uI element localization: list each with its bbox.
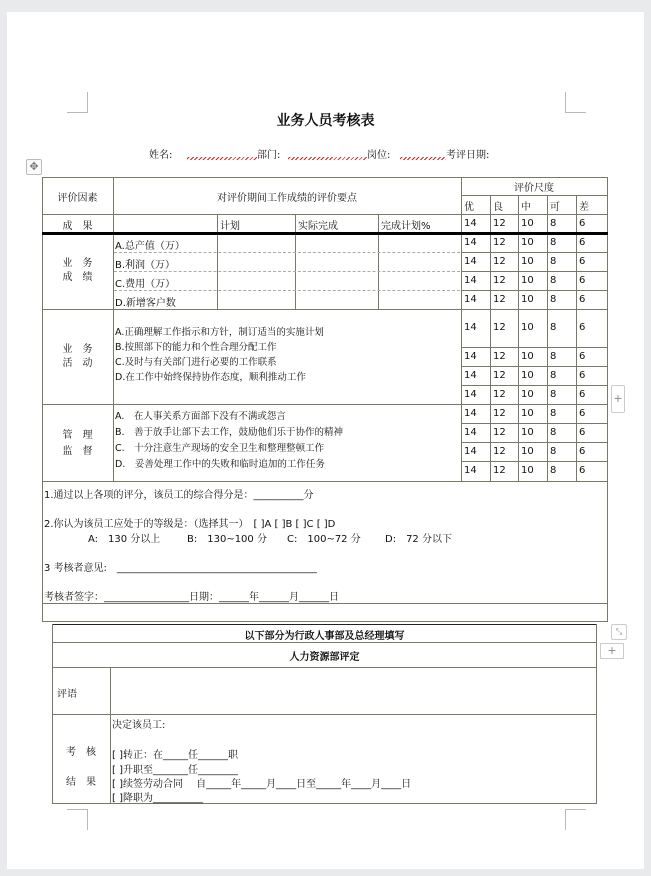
header-evaluation-points: 对评价期间工作成绩的评价要点 (217, 193, 357, 204)
table-move-handle-icon[interactable]: ✥ (26, 159, 42, 175)
score-cell[interactable]: 10 (521, 275, 534, 286)
score-cell[interactable]: 14 (464, 446, 477, 457)
section-label-line: 监 督 (62, 446, 93, 457)
score-cell[interactable]: 6 (579, 408, 586, 419)
item: B.按照部下的能力和个性合理分配工作 (115, 342, 277, 353)
score-cell[interactable]: 8 (550, 351, 557, 362)
score-cell[interactable]: 10 (521, 446, 534, 457)
item: C. 十分注意生产现场的安全卫生和整理整顿工作 (115, 443, 325, 454)
section-label-line: 活 动 (62, 358, 93, 369)
score-cell[interactable]: 10 (521, 427, 534, 438)
score-cell[interactable]: 10 (521, 351, 534, 362)
result-label (52, 738, 110, 798)
score-cell[interactable]: 14 (464, 322, 477, 333)
score-cell[interactable]: 12 (493, 237, 506, 248)
option-demote[interactable]: [ ]降职为__________ (112, 793, 203, 804)
section-label-line: 业 务 (62, 258, 93, 269)
option-promote[interactable]: [ ]升职至_______任________ (112, 765, 238, 776)
grade-d-description: D: 72 分以下 (385, 534, 452, 545)
grade-excellent: 优 (464, 202, 474, 213)
score-cell[interactable]: 6 (579, 294, 586, 305)
item: C.及时与有关部门进行必要的工作联系 (115, 357, 277, 368)
add-column-icon[interactable]: + (611, 385, 625, 413)
item: B.利润（万） (115, 260, 176, 271)
score-cell[interactable]: 6 (579, 389, 586, 400)
name-label: 姓名: (149, 150, 173, 161)
option-regularize[interactable]: [ ]转正：在_____任______职 (112, 750, 238, 761)
hr-banner: 以下部分为行政人事部及总经理填写 (244, 631, 405, 642)
option-renew-contract[interactable]: [ ]续签劳动合同 自_____年_____月____日至_____年____月____日 (112, 779, 412, 790)
hr-section-title: 人力资源部评定 (289, 652, 360, 663)
score-cell[interactable]: 8 (550, 294, 557, 305)
score-cell[interactable]: 8 (550, 427, 557, 438)
item: C.费用（万） (115, 279, 176, 290)
header-evaluation-factor: 评价因素 (57, 193, 98, 204)
score-cell[interactable]: 12 (493, 294, 506, 305)
col-completion-rate: 完成计划% (381, 221, 431, 232)
score-cell[interactable]: 12 (493, 275, 506, 286)
crop-mark-bottom-right (565, 809, 586, 830)
insert-row-icon[interactable]: + (600, 643, 624, 659)
score-cell[interactable]: 6 (579, 446, 586, 457)
section-label-line: 业 务 (62, 344, 93, 355)
score-cell[interactable]: 8 (550, 256, 557, 267)
score-cell[interactable]: 6 (579, 351, 586, 362)
score-cell[interactable]: 8 (550, 370, 557, 381)
score-cell[interactable]: 14 (464, 408, 477, 419)
grade-average: 中 (521, 202, 531, 213)
score-cell[interactable]: 8 (550, 446, 557, 457)
score-cell[interactable]: 14 (464, 275, 477, 286)
score-cell[interactable]: 8 (550, 408, 557, 419)
section-label-business-activities (42, 343, 113, 371)
score-cell[interactable]: 10 (521, 389, 534, 400)
comment-label: 评语 (57, 689, 77, 700)
comment-field[interactable] (111, 668, 596, 714)
score-cell[interactable]: 14 (464, 351, 477, 362)
name-field[interactable] (187, 157, 257, 160)
grade-question: 2.你认为该员工应处于的等级是：（选择其一） [ ]A [ ]B [ ]C [ ]D (44, 519, 336, 530)
score-cell[interactable]: 10 (521, 256, 534, 267)
score-cell[interactable]: 12 (493, 256, 506, 267)
score-cell[interactable]: 8 (550, 389, 557, 400)
score-cell[interactable]: 14 (464, 294, 477, 305)
decision-intro: 决定该员工: (112, 720, 166, 731)
score-cell[interactable]: 12 (493, 218, 506, 229)
grade-good: 良 (493, 202, 503, 213)
item: D.新增客户数 (115, 298, 176, 309)
grade-fair: 可 (550, 202, 560, 213)
score-cell[interactable]: 6 (579, 465, 586, 476)
department-field[interactable] (288, 157, 367, 160)
department-label: 部门: (257, 150, 281, 161)
table-resize-icon[interactable]: ⤡ (611, 624, 627, 640)
score-cell[interactable]: 8 (550, 275, 557, 286)
item: D. 妥善处理工作中的失败和临时追加的工作任务 (115, 459, 325, 470)
score-cell[interactable]: 10 (521, 465, 534, 476)
grade-poor: 差 (579, 202, 589, 213)
score-cell[interactable]: 12 (493, 408, 506, 419)
score-cell[interactable]: 6 (579, 218, 586, 229)
reviewer-opinion: 3 考核者意见: ________________________________________ (44, 563, 317, 574)
section-label-line: 管 理 (62, 430, 93, 441)
score-cell[interactable]: 14 (464, 237, 477, 248)
item: A.正确理解工作指示和方针，制订适当的实施计划 (115, 327, 324, 338)
score-cell[interactable]: 6 (579, 275, 586, 286)
position-label: 岗位: (367, 150, 391, 161)
results-label: 成 果 (62, 221, 93, 232)
score-cell[interactable]: 6 (579, 322, 586, 333)
score-cell[interactable]: 14 (464, 427, 477, 438)
item: D.在工作中始终保持协作态度，顺利推动工作 (115, 372, 306, 383)
score-cell[interactable]: 8 (550, 237, 557, 248)
grade-c-description: C: 100~72 分 (287, 534, 361, 545)
score-cell[interactable]: 12 (493, 351, 506, 362)
position-field[interactable] (400, 157, 446, 160)
score-cell[interactable]: 12 (493, 389, 506, 400)
result-label-line: 考 核 (66, 747, 96, 758)
score-cell[interactable]: 12 (493, 465, 506, 476)
result-label-line: 结 果 (66, 777, 96, 788)
score-cell[interactable]: 6 (579, 256, 586, 267)
score-cell[interactable]: 12 (493, 322, 506, 333)
total-score-question: 1.通过以上各项的评分，该员工的综合得分是：__________分 (44, 490, 314, 501)
score-cell[interactable]: 8 (550, 322, 557, 333)
reviewer-signature: 考核者签字：_________________日期：______年______月______日 (44, 592, 339, 603)
item: A. 在人事关系方面部下没有不满或怨言 (115, 411, 286, 422)
section-label-management (42, 428, 113, 460)
grade-a-description: A: 130 分以上 (88, 534, 161, 545)
item: A.总产值（万） (115, 241, 185, 252)
score-cell[interactable]: 14 (464, 370, 477, 381)
score-cell[interactable]: 10 (521, 408, 534, 419)
score-cell[interactable]: 12 (493, 427, 506, 438)
score-cell[interactable]: 10 (521, 294, 534, 305)
section-label-business-results (42, 257, 113, 285)
score-cell[interactable]: 14 (464, 465, 477, 476)
document-title: 业务人员考核表 (276, 113, 375, 129)
score-cell[interactable]: 8 (550, 465, 557, 476)
score-cell[interactable]: 10 (521, 237, 534, 248)
col-actual: 实际完成 (298, 221, 338, 232)
score-cell[interactable]: 10 (521, 322, 534, 333)
score-cell[interactable]: 10 (521, 370, 534, 381)
score-cell[interactable]: 12 (493, 446, 506, 457)
item: B. 善于放手让部下去工作，鼓励他们乐于协作的精神 (115, 427, 344, 438)
review-date-label: 考评日期: (446, 150, 490, 161)
crop-mark-bottom-left (67, 809, 88, 830)
score-cell[interactable]: 6 (579, 370, 586, 381)
col-plan: 计划 (220, 221, 240, 232)
header-evaluation-scale: 评价尺度 (514, 183, 554, 194)
score-cell[interactable]: 12 (493, 370, 506, 381)
score-cell[interactable]: 8 (550, 218, 557, 229)
grade-b-description: B: 130~100 分 (187, 534, 267, 545)
score-cell[interactable]: 6 (579, 427, 586, 438)
score-cell[interactable]: 14 (464, 218, 477, 229)
score-cell[interactable]: 10 (521, 218, 534, 229)
score-cell[interactable]: 6 (579, 237, 586, 248)
section-label-line: 成 绩 (62, 272, 93, 283)
score-cell[interactable]: 14 (464, 389, 477, 400)
score-cell[interactable]: 14 (464, 256, 477, 267)
